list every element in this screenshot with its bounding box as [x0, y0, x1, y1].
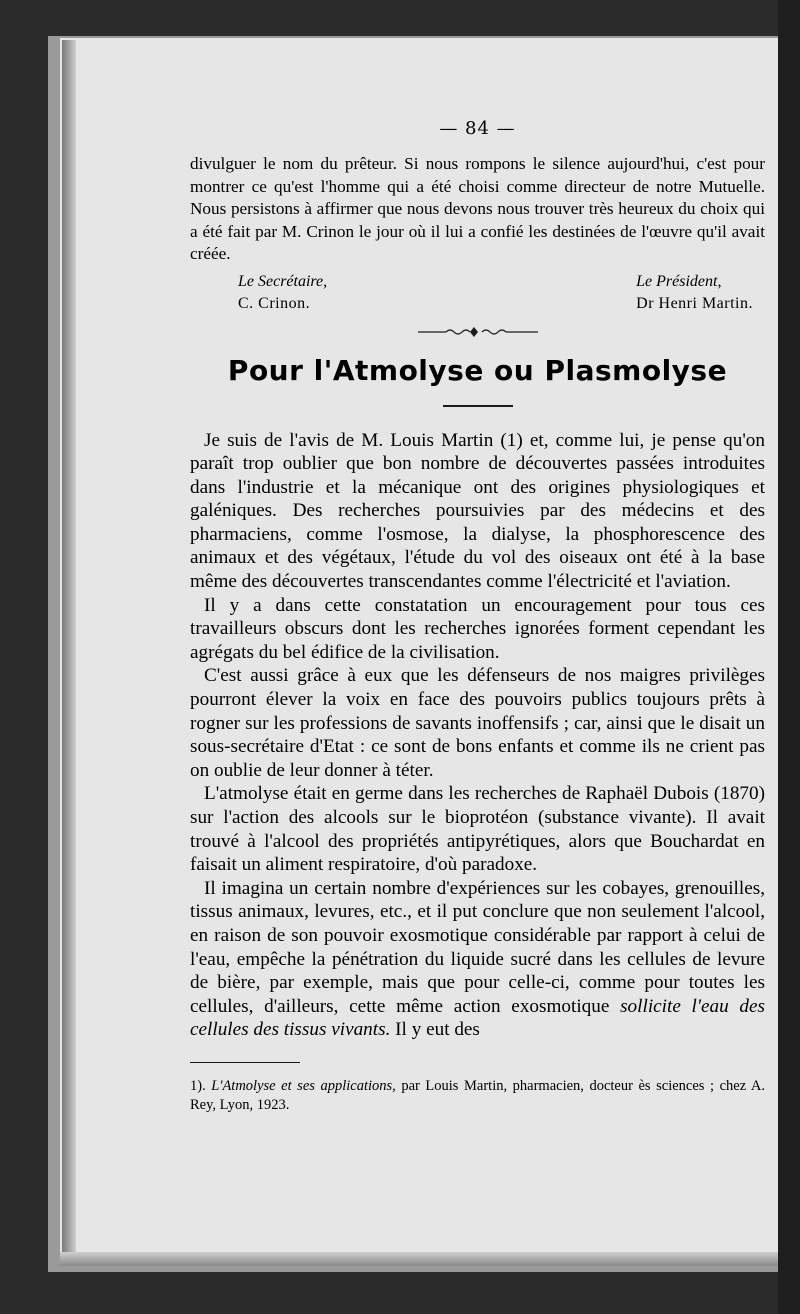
- page-number: — 84 —: [439, 118, 516, 139]
- footnote-book-title: L'Atmolyse et ses applications,: [211, 1077, 396, 1094]
- ornament-divider-icon: [418, 325, 538, 339]
- section-ornament: [190, 324, 765, 338]
- president-name: Dr Henri Martin.: [636, 294, 753, 312]
- title-underline: [443, 405, 513, 407]
- secretary-role: Le Secrétaire,: [238, 272, 328, 290]
- scan-border: [778, 0, 800, 1314]
- secretary-signature: [190, 272, 327, 316]
- page-content: [190, 110, 765, 1115]
- page-bottom-edge: [60, 1252, 780, 1266]
- paragraph-5: Il imagina un certain nombre d'expériences sur les cobayes, grenouilles, tissus animaux, levures, etc., et il put conclure que non seulement l'alcool, en raison de son pouvoir exosmotique considérable par rapport à celui de l'eau, empêche la pénétration du liquide sucré dans les cellules de levure de bière, par exemple, mais que pour celle-ci, comme pour toutes les cellules, d'ailleurs, cette même action exosmotique sollicite l'eau des cellules des tissus vivants. Il y eut des: [190, 877, 765, 1041]
- secretary-name: C. Crinon.: [238, 294, 311, 312]
- italic-phrase: sollicite l'eau des cellules des tissus vivants.: [190, 995, 765, 1041]
- paragraph-1: Je suis de l'avis de M. Louis Martin (1) et, comme lui, je pense qu'on paraît trop oublier que bon nombre de découvertes passées introduites dans l'industrie et la mécanique ont des origines physiologiques et galéniques. Des recherches poursuivies par des médecins et des pharmaciens, comme l'osmose, la dialyse, la phosphorescence des animaux et des végétaux, l'étude du vol des oiseaux ont été à la base même des découvertes transcendantes comme l'électricité et l'aviation.: [190, 429, 765, 593]
- president-signature: [636, 272, 765, 316]
- signature-block: [190, 272, 765, 316]
- paragraph-2: Il y a dans cette constatation un encouragement pour tous ces travailleurs obscurs dont les recherches ignorées forment cependant les agrégats du bel édifice de la civilisation.: [190, 594, 765, 663]
- footnote-marker: 1).: [190, 1077, 206, 1094]
- page-gutter: [62, 40, 76, 1258]
- paragraph-3: C'est aussi grâce à eux que les défenseurs de nos maigres privilèges pourront élever la voix en face des pouvoirs publics toujours prêts à rogner sur les professions de savants inoffensifs ; car, ainsi que le disait un sous-secrétaire d'Etat : ce sont de bons enfants et comme ils ne crient pas on oublie de leur donner à téter.: [190, 665, 765, 781]
- paragraph-4: L'atmolyse était en germe dans les recherches de Raphaël Dubois (1870) sur l'action des alcools sur le bioprotéon (substance vivante). Il avait trouvé à l'alcool des propriétés antipyrétiques, alors que Bouchardat en faisait un aliment respiratoire, d'où paradoxe.: [190, 783, 765, 876]
- footnote-text: par Louis Martin, pharmacien, docteur ès sciences ; chez A. Rey, Lyon, 1923.: [190, 1077, 765, 1113]
- article-title: Pour l'Atmolyse ou Plasmolyse: [227, 353, 728, 387]
- footnote: [190, 1077, 765, 1115]
- footnote-divider: [190, 1062, 300, 1063]
- intro-paragraph: divulguer le nom du prêteur. Si nous rompons le silence aujourd'hui, c'est pour montrer ce qu'est l'homme qui a été choisi comme directeur de notre Mutuelle. Nous persistons à affirmer que nous devons nous trouver très heureux du choix qui a été fait par M. Crinon le jour où il lui a confié les destinées de l'œuvre qu'il avait créée.: [190, 154, 765, 263]
- president-role: Le Président,: [636, 272, 722, 290]
